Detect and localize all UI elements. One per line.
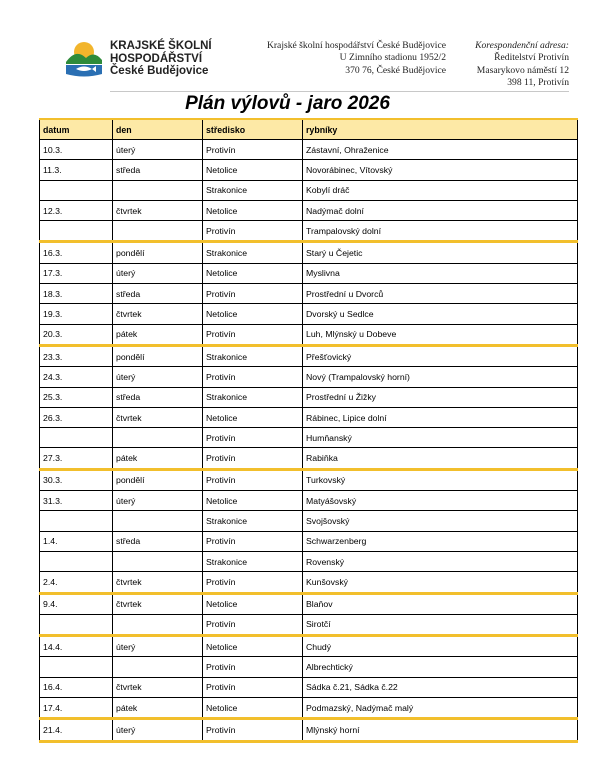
cell-stredisko: Netolice: [203, 636, 303, 657]
cell-stredisko: Strakonice: [203, 345, 303, 366]
cell-stredisko: Netolice: [203, 200, 303, 220]
table-row: [40, 593, 578, 614]
cell-datum: [40, 221, 113, 242]
table-row: [40, 304, 578, 324]
cell-stredisko: Protivín: [203, 221, 303, 242]
cell-rybniky: Zástavní, Ohraženice: [303, 140, 578, 160]
cell-datum: [40, 180, 113, 200]
cell-rybniky: Luh, Mlýnský u Dobeve: [303, 324, 578, 345]
cell-stredisko: Protivín: [203, 469, 303, 490]
table-row: [40, 407, 578, 427]
cell-rybniky: Trampalovský dolní: [303, 221, 578, 242]
cell-stredisko: Protivín: [203, 719, 303, 741]
cell-datum: 21.4.: [40, 719, 113, 741]
cell-stredisko: Strakonice: [203, 242, 303, 263]
cell-den: [113, 614, 203, 635]
cell-den: středa: [113, 160, 203, 180]
cell-den: úterý: [113, 263, 203, 283]
address-line: 370 76, České Budějovice: [345, 64, 446, 76]
cell-den: úterý: [113, 636, 203, 657]
cell-rybniky: Blaňov: [303, 593, 578, 614]
cell-den: úterý: [113, 140, 203, 160]
cell-datum: 18.3.: [40, 284, 113, 304]
cell-rybniky: Nadýmač dolní: [303, 200, 578, 220]
cell-datum: 1.4.: [40, 531, 113, 551]
column-header-den: den: [113, 119, 203, 140]
cell-stredisko: Protivín: [203, 140, 303, 160]
cell-stredisko: Protivín: [203, 367, 303, 387]
cell-datum: 17.4.: [40, 698, 113, 719]
cell-rybniky: Rabiňka: [303, 448, 578, 469]
cell-stredisko: Netolice: [203, 698, 303, 719]
cell-stredisko: Protivín: [203, 657, 303, 677]
cell-datum: 30.3.: [40, 469, 113, 490]
correspondence-line: Ředitelství Protivín: [494, 52, 569, 64]
cell-stredisko: Strakonice: [203, 551, 303, 571]
harvest-plan-table: [39, 118, 578, 743]
cell-stredisko: Protivín: [203, 572, 303, 593]
address-line: U Zimního stadionu 1952/2: [339, 52, 446, 64]
cell-stredisko: Netolice: [203, 304, 303, 324]
cell-den: úterý: [113, 491, 203, 511]
cell-rybniky: Přešťovický: [303, 345, 578, 366]
cell-datum: 2.4.: [40, 572, 113, 593]
cell-datum: [40, 657, 113, 677]
column-header-datum: datum: [40, 119, 113, 140]
cell-rybniky: Chudý: [303, 636, 578, 657]
cell-den: pátek: [113, 448, 203, 469]
cell-den: [113, 428, 203, 448]
table-row: [40, 367, 578, 387]
table-header-row: [40, 119, 578, 140]
table-row: [40, 263, 578, 283]
cell-den: [113, 221, 203, 242]
cell-stredisko: Protivín: [203, 324, 303, 345]
cell-rybniky: Myslivna: [303, 263, 578, 283]
table-row: [40, 614, 578, 635]
table-row: [40, 200, 578, 220]
table-row: [40, 551, 578, 571]
cell-rybniky: Schwarzenberg: [303, 531, 578, 551]
org-name-line3: České Budějovice: [110, 65, 209, 77]
table-row: [40, 491, 578, 511]
table-row: [40, 180, 578, 200]
cell-stredisko: Strakonice: [203, 387, 303, 407]
cell-datum: [40, 511, 113, 531]
cell-stredisko: Strakonice: [203, 511, 303, 531]
cell-rybniky: Podmazský, Nadýmač malý: [303, 698, 578, 719]
table-row: [40, 448, 578, 469]
cell-stredisko: Protivín: [203, 428, 303, 448]
cell-den: středa: [113, 284, 203, 304]
cell-den: [113, 180, 203, 200]
cell-den: pondělí: [113, 242, 203, 263]
cell-stredisko: Netolice: [203, 407, 303, 427]
cell-datum: 12.3.: [40, 200, 113, 220]
cell-rybniky: Rovenský: [303, 551, 578, 571]
cell-den: úterý: [113, 367, 203, 387]
page-title: Plán výlovů - jaro 2026: [185, 93, 390, 114]
cell-rybniky: Kobylí dráč: [303, 180, 578, 200]
correspondence-line: Masarykovo náměstí 12: [476, 64, 569, 76]
table-row: [40, 324, 578, 345]
cell-den: čtvrtek: [113, 677, 203, 697]
cell-den: čtvrtek: [113, 407, 203, 427]
address-line: Krajské školní hospodářství České Budějovice: [266, 40, 446, 51]
cell-rybniky: Mlýnský horní: [303, 719, 578, 741]
cell-datum: 16.3.: [40, 242, 113, 263]
table-body: [40, 140, 578, 742]
cell-stredisko: Netolice: [203, 491, 303, 511]
cell-rybniky: Prostřední u Dvorců: [303, 284, 578, 304]
table-row: [40, 677, 578, 697]
cell-den: úterý: [113, 719, 203, 741]
cell-rybniky: Humňanský: [303, 428, 578, 448]
cell-den: [113, 511, 203, 531]
cell-datum: 11.3.: [40, 160, 113, 180]
cell-rybniky: Novorábinec, Vítovský: [303, 160, 578, 180]
cell-datum: 19.3.: [40, 304, 113, 324]
organization-name: [110, 40, 212, 78]
cell-rybniky: Nový (Trampalovský horní): [303, 367, 578, 387]
cell-datum: 16.4.: [40, 677, 113, 697]
cell-datum: [40, 551, 113, 571]
cell-rybniky: Svojšovský: [303, 511, 578, 531]
cell-rybniky: Rábinec, Lipice dolní: [303, 407, 578, 427]
table-row: [40, 469, 578, 490]
cell-datum: 10.3.: [40, 140, 113, 160]
table-row: [40, 572, 578, 593]
table-row: [40, 221, 578, 242]
fish-farm-logo-icon: [64, 38, 104, 78]
address-block: [250, 40, 446, 77]
cell-den: středa: [113, 387, 203, 407]
cell-stredisko: Netolice: [203, 160, 303, 180]
cell-stredisko: Netolice: [203, 593, 303, 614]
cell-rybniky: Albrechtický: [303, 657, 578, 677]
header-divider: [110, 91, 569, 92]
cell-stredisko: Protivín: [203, 284, 303, 304]
cell-den: středa: [113, 531, 203, 551]
cell-datum: 17.3.: [40, 263, 113, 283]
cell-datum: 27.3.: [40, 448, 113, 469]
correspondence-title: Korespondenční adresa:: [475, 40, 569, 51]
cell-datum: 9.4.: [40, 593, 113, 614]
cell-datum: 24.3.: [40, 367, 113, 387]
cell-rybniky: Starý u Čejetic: [303, 242, 578, 263]
correspondence-line: 398 11, Protivín: [507, 76, 569, 88]
cell-rybniky: Sirotčí: [303, 614, 578, 635]
cell-den: čtvrtek: [113, 593, 203, 614]
table-row: [40, 636, 578, 657]
column-header-rybniky: rybníky: [303, 119, 578, 140]
cell-stredisko: Netolice: [203, 263, 303, 283]
cell-rybniky: Turkovský: [303, 469, 578, 490]
cell-den: čtvrtek: [113, 572, 203, 593]
cell-stredisko: Protivín: [203, 448, 303, 469]
cell-stredisko: Strakonice: [203, 180, 303, 200]
table-row: [40, 657, 578, 677]
letterhead: [0, 36, 614, 86]
table-row: [40, 511, 578, 531]
table-row: [40, 719, 578, 741]
cell-datum: [40, 614, 113, 635]
cell-datum: 20.3.: [40, 324, 113, 345]
table-row: [40, 160, 578, 180]
table-row: [40, 140, 578, 160]
cell-den: čtvrtek: [113, 200, 203, 220]
cell-den: [113, 551, 203, 571]
table-row: [40, 428, 578, 448]
org-name-line1: KRAJSKÉ ŠKOLNÍ: [110, 40, 212, 52]
table-row: [40, 531, 578, 551]
cell-stredisko: Protivín: [203, 614, 303, 635]
cell-stredisko: Protivín: [203, 531, 303, 551]
cell-rybniky: Sádka č.21, Sádka č.22: [303, 677, 578, 697]
cell-rybniky: Kunšovský: [303, 572, 578, 593]
column-header-stredisko: středisko: [203, 119, 303, 140]
cell-datum: 26.3.: [40, 407, 113, 427]
table-row: [40, 387, 578, 407]
org-name-line2: HOSPODÁŘSTVÍ: [110, 52, 203, 65]
cell-den: pátek: [113, 698, 203, 719]
cell-den: pondělí: [113, 469, 203, 490]
table-row: [40, 698, 578, 719]
cell-stredisko: Protivín: [203, 677, 303, 697]
cell-rybniky: Matyášovský: [303, 491, 578, 511]
cell-den: pondělí: [113, 345, 203, 366]
table-row: [40, 345, 578, 366]
cell-den: pátek: [113, 324, 203, 345]
table-row: [40, 284, 578, 304]
cell-datum: 23.3.: [40, 345, 113, 366]
cell-datum: 31.3.: [40, 491, 113, 511]
table-row: [40, 242, 578, 263]
cell-den: [113, 657, 203, 677]
cell-datum: [40, 428, 113, 448]
cell-datum: 25.3.: [40, 387, 113, 407]
cell-rybniky: Prostřední u Žižky: [303, 387, 578, 407]
correspondence-address: [456, 40, 569, 89]
cell-datum: 14.4.: [40, 636, 113, 657]
cell-den: čtvrtek: [113, 304, 203, 324]
cell-rybniky: Dvorský u Sedlce: [303, 304, 578, 324]
